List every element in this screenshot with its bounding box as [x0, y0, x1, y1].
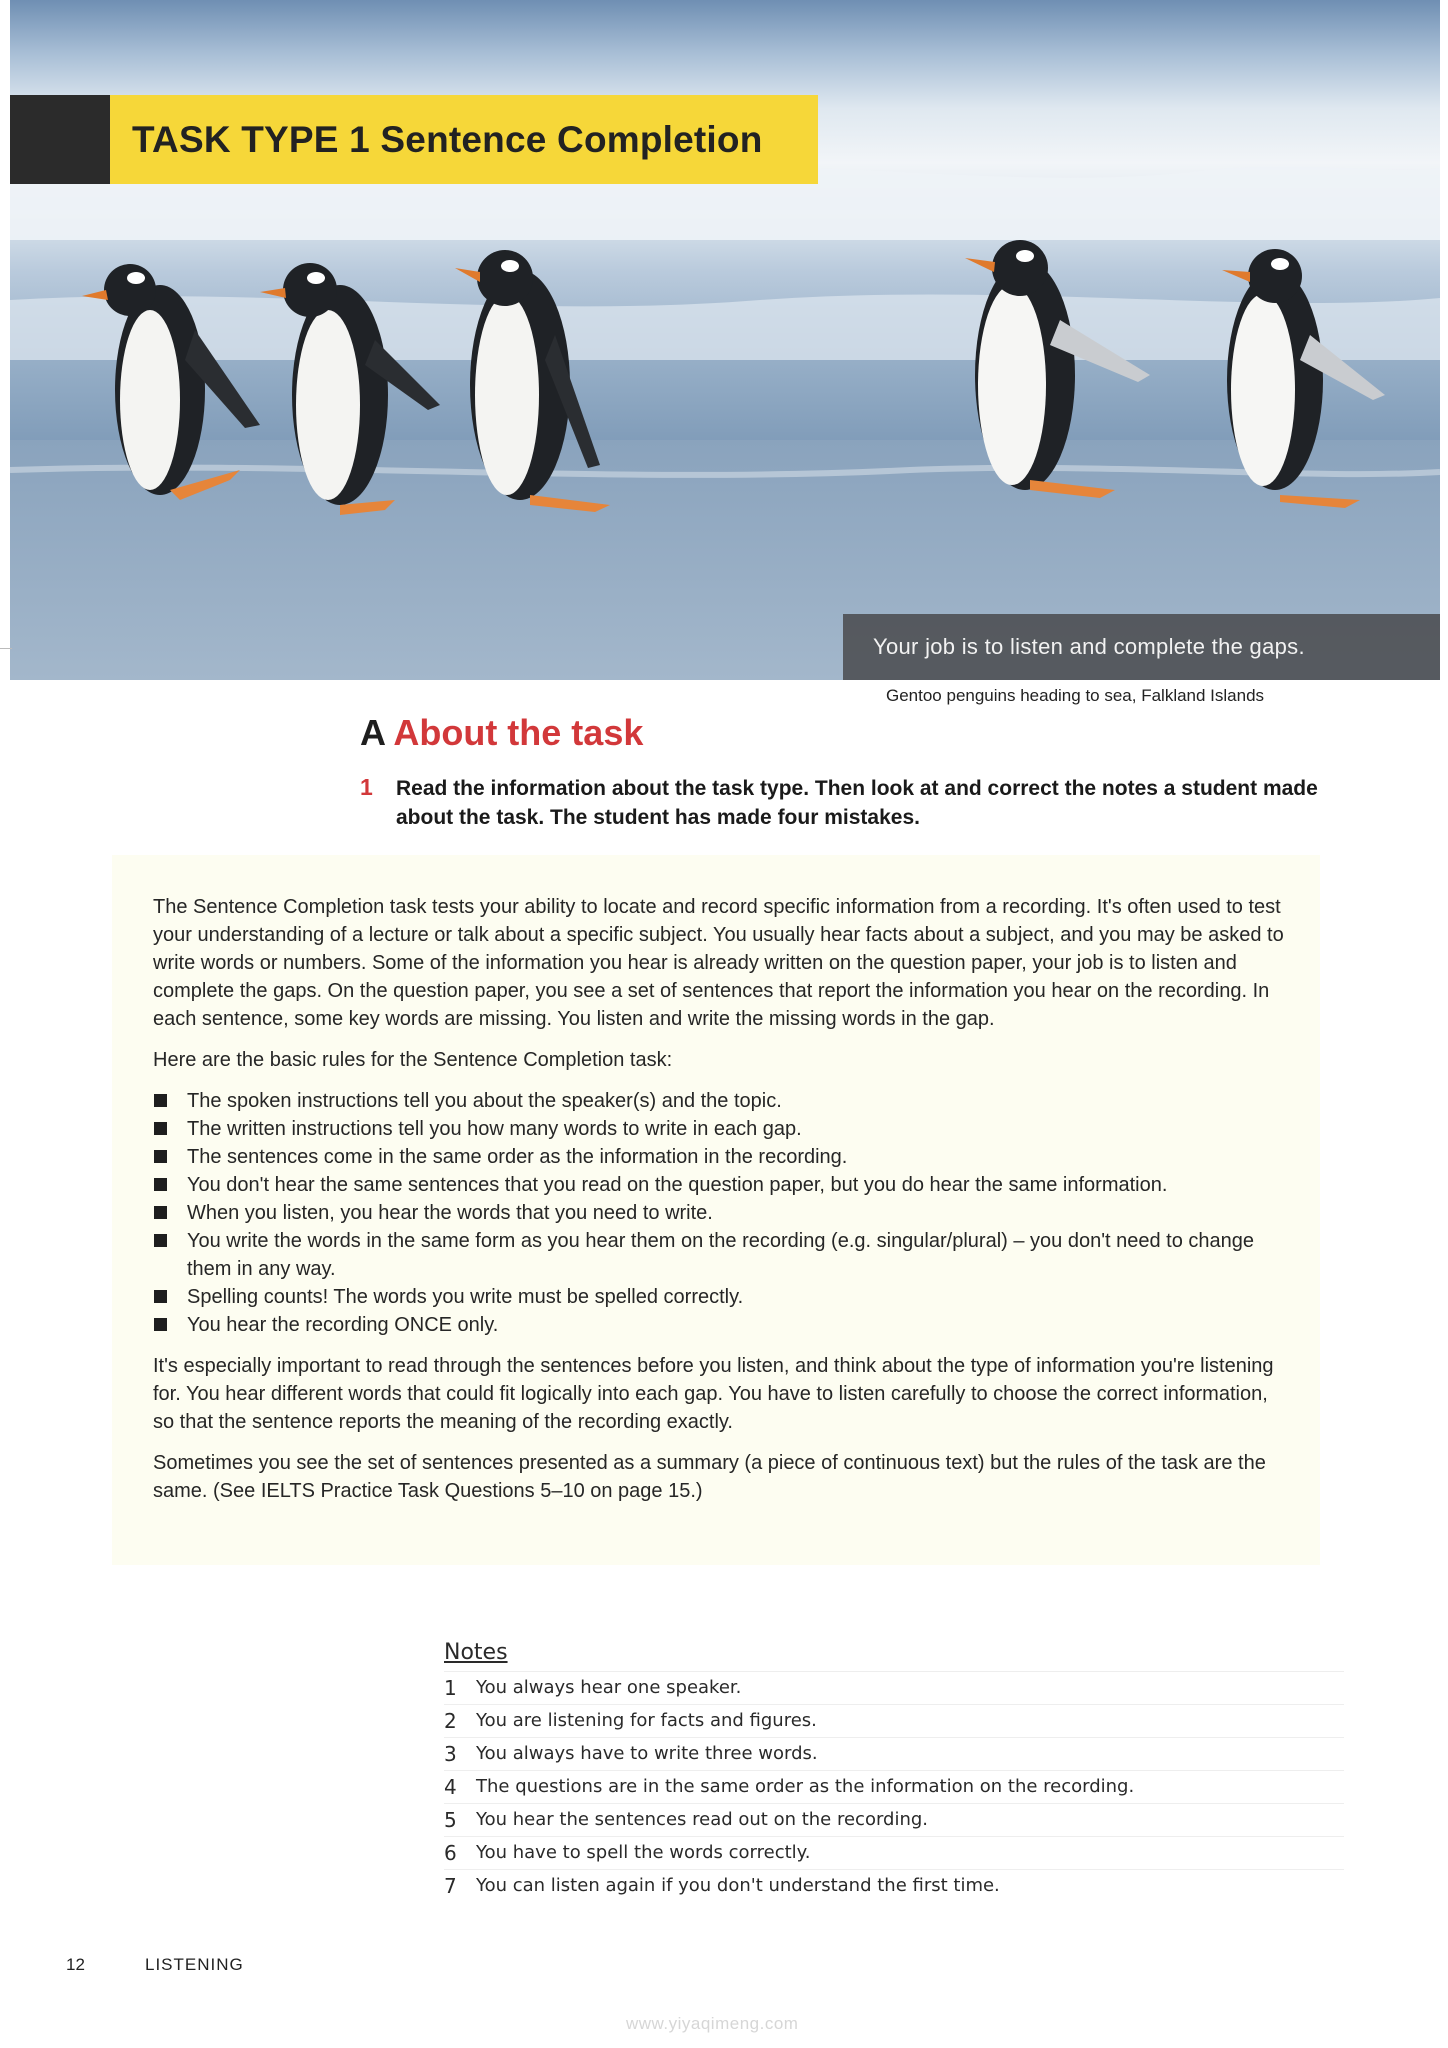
- note-item: 4 The questions are in the same order as the information on the recording.: [444, 1770, 1344, 1803]
- list-item: The sentences come in the same order as the information in the recording.: [153, 1143, 1293, 1171]
- page-number: 12: [66, 1955, 85, 1974]
- overlay-caption-text: Your job is to listen and complete the gaps.: [873, 634, 1305, 659]
- section-letter: A: [360, 712, 385, 753]
- bullet-square-icon: [154, 1150, 167, 1163]
- notes-title: Notes: [444, 1640, 508, 1665]
- section-title: About the task: [393, 712, 644, 753]
- intro-paragraph: The Sentence Completion task tests your ability to locate and record specific information from a recording. It's often used to test your understanding of a lecture or talk about a specific subject. You usually hear facts about a subject, and you may be asked to write words or numbers. Some of the information you hear is already written on the question paper, your job is to listen and complete the gaps. On the question paper, you see a set of sentences that report the information you hear on the recording. In each sentence, some key words are missing. You listen and write the missing words in the gap.: [153, 896, 1284, 1030]
- exercise-number: 1: [360, 774, 373, 800]
- note-item: 1 You always hear one speaker.: [444, 1671, 1344, 1704]
- bullet-square-icon: [154, 1178, 167, 1191]
- bullet-square-icon: [154, 1094, 167, 1107]
- list-item: You hear the recording ONCE only.: [153, 1311, 1293, 1339]
- rules-list: [153, 1087, 1293, 1339]
- banner-side-block: [10, 95, 110, 184]
- summary-paragraph: Sometimes you see the set of sentences presented as a summary (a piece of continuous text) but the rules of the task are the same. (See IELTS Practice Task Questions 5–10 on page 15.): [153, 1452, 1266, 1502]
- note-item: 7 You can listen again if you don't understand the first time.: [444, 1869, 1344, 1902]
- student-notes: [444, 1640, 1344, 1902]
- exercise-instruction: [360, 774, 1350, 832]
- list-item: You don't hear the same sentences that you read on the question paper, but you do hear the same information.: [153, 1171, 1293, 1199]
- photo-credit: Gentoo penguins heading to sea, Falkland Islands: [886, 686, 1265, 705]
- bullet-square-icon: [154, 1290, 167, 1303]
- note-item: 2 You are listening for facts and figures.: [444, 1704, 1344, 1737]
- note-item: 6 You have to spell the words correctly.: [444, 1836, 1344, 1869]
- list-item: You write the words in the same form as you hear them on the recording (e.g. singular/plural) – you don't need to change them in any way.: [153, 1227, 1293, 1283]
- note-item: 3 You always have to write three words.: [444, 1737, 1344, 1770]
- bullet-square-icon: [154, 1318, 167, 1331]
- task-information: [153, 893, 1293, 1518]
- importance-paragraph: It's especially important to read through the sentences before you listen, and think about the type of information you're listening for. You hear different words that could fit logically into each gap. You have to listen carefully to choose the correct information, so that the sentence reports the meaning of the recording exactly.: [153, 1355, 1274, 1433]
- list-item: Spelling counts! The words you write must be spelled correctly.: [153, 1283, 1293, 1311]
- instruction-text: Read the information about the task type. Then look at and correct the notes a student made about the task. The student has made four mistakes.: [396, 777, 1318, 829]
- footer-section-label: LISTENING: [145, 1955, 244, 1974]
- rules-heading: Here are the basic rules for the Sentence Completion task:: [153, 1049, 673, 1071]
- note-item: 5 You hear the sentences read out on the recording.: [444, 1803, 1344, 1836]
- task-type-banner: [110, 95, 818, 184]
- list-item: The spoken instructions tell you about the speaker(s) and the topic.: [153, 1087, 1293, 1115]
- bullet-square-icon: [154, 1206, 167, 1219]
- task-type-title: TASK TYPE 1 Sentence Completion: [132, 118, 763, 160]
- bullet-square-icon: [154, 1234, 167, 1247]
- edge-mark: [0, 648, 12, 649]
- list-item: When you listen, you hear the words that you need to write.: [153, 1199, 1293, 1227]
- section-heading: [360, 712, 643, 754]
- watermark: www.yiyaqimeng.com: [626, 2014, 799, 2033]
- list-item: The written instructions tell you how many words to write in each gap.: [153, 1115, 1293, 1143]
- bullet-square-icon: [154, 1122, 167, 1135]
- photo-overlay-caption: [843, 614, 1440, 680]
